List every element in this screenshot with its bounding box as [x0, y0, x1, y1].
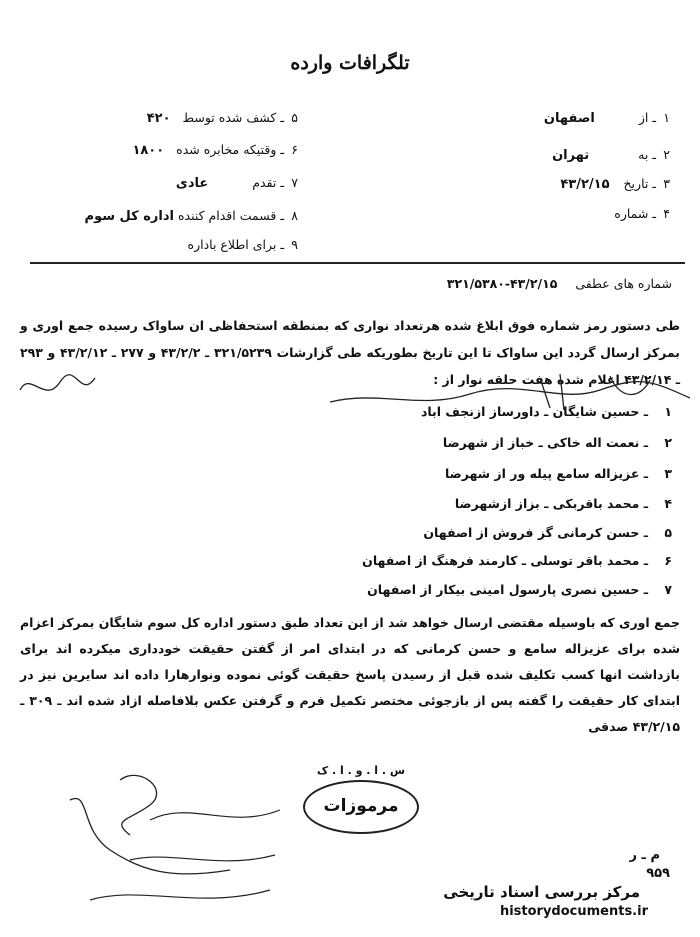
- stamp-top-text: س . ا . و . ا . ک: [316, 764, 406, 777]
- watermark-text: مرکز بررسی اسناد تاریخی: [443, 883, 640, 901]
- handwritten-notes-bottom: [30, 760, 300, 930]
- person-item: ۱ـ حسین شایگان ـ داورساز ازنجف اباد: [420, 404, 672, 419]
- person-item: ۳ـ عزیزاله سامع پیله ور از شهرضا: [444, 466, 672, 481]
- person-item: ۴ـ محمد باقربکی ـ بزاز ازشهرضا: [454, 496, 672, 511]
- header-acting-dept-value: اداره کل سوم: [84, 209, 174, 224]
- header-number: ۴ـ شماره: [614, 206, 670, 221]
- header-date-value: ۴۳/۲/۱۵: [560, 177, 610, 192]
- header-transmitted-at: ۶ـ وقتیکه مخابره شده ۱۸۰۰: [132, 142, 298, 158]
- header-divider: [30, 262, 685, 264]
- reference-numbers-value: ۴۳/۲/۱۵-۳۲۱/۵۳۸۰: [446, 276, 558, 291]
- watermark-url: historydocuments.ir: [499, 904, 648, 919]
- reference-number: ۹۵۹: [646, 866, 670, 881]
- intro-paragraph: طی دستور رمز شماره فوق ابلاغ شده هرتعداد نواری که بمنطقه استحفاظی ان ساواک رسیده جمع اوری و بمرکز ارسال گردد این ساواک تا این تاریخ بطوریکه طی گزارشات ۳۲۱/۵۲۳۹ ـ ۴۳/۲/۲ و ۲۷۷ ـ ۴۳/۲/۱۲ و ۲۹۳ ـ ۴۳/۲/۱۴ اعلام شده هفت حلقه نوار از :: [20, 318, 680, 387]
- header-priority: ۷ـ تقدم عادی: [175, 175, 298, 191]
- header-priority-value: عادی: [175, 176, 209, 191]
- header-to: ۲ـ به تهران: [552, 147, 670, 163]
- header-decoded-by: ۵ـ کشف شده توسط ۴۲۰: [146, 110, 298, 126]
- header-to-value: تهران: [552, 148, 590, 163]
- person-item: ۲ـ نعمت اله خاکی ـ خباز از شهرضا: [442, 435, 672, 450]
- person-item: ۷ـ حسین نصری پارسول امینی بیکار از اصفهان: [367, 582, 672, 597]
- stamp-main-text: مرموزات: [323, 796, 399, 816]
- person-item: ۶ـ محمد باقر توسلی ـ کارمند فرهنگ از اصفهان: [362, 553, 672, 568]
- header-from: ۱ـ از اصفهان: [543, 110, 670, 126]
- header-acting-dept: ۸ـ قسمت اقدام کننده اداره کل سوم: [84, 208, 298, 224]
- reference-numbers: شماره های عطفی ۴۳/۲/۱۵-۳۲۱/۵۳۸۰: [446, 276, 672, 291]
- classified-stamp: [303, 764, 419, 834]
- document-title: تلگرافات وارده: [290, 52, 410, 74]
- header-date: ۳ـ تاریخ ۴۳/۲/۱۵: [560, 176, 670, 192]
- header-transmitted-at-value: ۱۸۰۰: [132, 143, 165, 158]
- header-from-value: اصفهان: [543, 111, 595, 126]
- reference-code: م ـ ر: [629, 848, 660, 863]
- person-item: ۵ـ حسن کرمانی گز فروش از اصفهان: [423, 525, 672, 540]
- handwritten-note-top: [0, 360, 700, 420]
- header-decoded-by-value: ۴۲۰: [146, 111, 171, 126]
- header-for-info: ۹ـ برای اطلاع باداره: [187, 237, 298, 252]
- closing-paragraph: جمع اوری که باوسیله مقتضی ارسال خواهد شد از این تعداد طبق دستور اداره کل سوم شایگان بمرکز اعزام شده برای عزیزاله سامع و حسن کرمانی که در ابتدای امر از گفتن حقیقت خودداری میکرده اند برای بازداشت انها کسب تکلیف شده قبل از رسیدن پاسخ حقیقت گوئی نموده ونوارهارا داده اند سایرین نیز در ابتدای کار حقیقت را گفته پس از بازجوئی مختصر تکمیل فرم و گرفتن عکس بلافاصله ازاد شده اند ـ ۳۰۹ ـ ۴۳/۲/۱۵ صدقی: [20, 615, 680, 734]
